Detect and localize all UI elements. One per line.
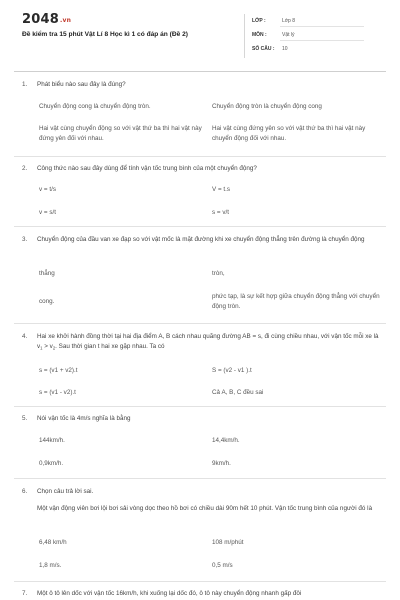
option-d[interactable]: 0,5 m/s xyxy=(212,562,233,569)
option-d[interactable]: 9km/h. xyxy=(212,460,231,467)
option-d[interactable]: Hai vật cùng đứng yên so với vật thứ ba thì hai vật này chuyển động đối với nhau. xyxy=(212,125,366,142)
site-logo[interactable]: 2048.vn xyxy=(22,12,72,27)
option-a[interactable]: thẳng xyxy=(39,270,55,277)
question-text: Nói vận tốc là 4m/s nghĩa là bằng xyxy=(37,415,131,422)
option-c[interactable]: v = s/t xyxy=(39,209,56,216)
option-c[interactable]: cong. xyxy=(39,298,55,305)
page-header xyxy=(0,0,400,66)
option-a[interactable]: Chuyển động cong là chuyển động tròn. xyxy=(39,103,151,110)
option-b[interactable]: V = t.s xyxy=(212,186,231,193)
option-c[interactable]: 1,8 m/s. xyxy=(39,562,62,569)
question-text: Hai xe khởi hành đồng thời tại hai địa điểm A, B cách nhau quãng đường AB = s, đi cùng chiều nhau, với vận tốc mỗi xe là $v_1 > v_2$. Sau thời gian t hai xe gặp nhau. Ta có xyxy=(37,333,379,351)
option-a[interactable]: 144km/h. xyxy=(39,437,65,444)
option-a[interactable]: s = (v1 + v2).t xyxy=(39,367,78,374)
option-a[interactable]: v = t/s xyxy=(39,186,56,193)
option-a[interactable]: 6,48 km/h xyxy=(39,539,67,546)
option-c[interactable]: Hai vật cùng chuyển động so với vật thứ ba thì hai vật này đứng yên đối với nhau. xyxy=(39,125,202,142)
option-b[interactable]: tròn, xyxy=(212,270,225,277)
option-b[interactable]: Chuyển động tròn là chuyển động cong xyxy=(212,103,322,110)
question-text: Chuyển động của đầu van xe đạp so với vật mốc là mặt đường khi xe chuyển động thẳng trên đường là chuyển động xyxy=(37,236,365,243)
meta-subject-value: Vật lý xyxy=(282,32,295,38)
meta-subject-label: MÔN : xyxy=(252,32,267,38)
meta-class-value: Lớp 8 xyxy=(282,18,296,24)
question-text: Một ô tô lên dốc với vận tốc 16km/h, khi xuống lại dốc đó, ô tô này chuyển động nhanh gấp đôi xyxy=(37,590,302,597)
option-c[interactable]: s = (v1 - v2).t xyxy=(39,389,76,396)
option-b[interactable]: S = (v2 - v1 ).t xyxy=(212,367,252,374)
header-divider xyxy=(244,14,245,58)
question-text: Chọn câu trả lời sai. xyxy=(37,488,94,495)
option-c[interactable]: 0,9km/h. xyxy=(39,460,64,467)
question-text: Phát biểu nào sau đây là đúng? xyxy=(37,81,126,88)
option-b[interactable]: 108 m/phút xyxy=(212,539,244,546)
header-separator xyxy=(14,71,386,72)
option-d[interactable]: phức tạp, là sự kết hợp giữa chuyển động thẳng với chuyển động tròn. xyxy=(212,293,380,310)
meta-count-label: SỐ CÂU : xyxy=(252,46,275,52)
question-text: Công thức nào sau đây dùng để tính vận tốc trung bình của một chuyển động? xyxy=(37,165,257,172)
option-b[interactable]: 14,4km/h. xyxy=(212,437,240,444)
question-body-text: Một vận động viên bơi lội bơi sải vòng dọc theo hồ bơi có chiều dài 90m hết 10 phút. Vận tốc trung bình của người đó là xyxy=(37,505,373,512)
option-d[interactable]: Cả A, B, C đều sai xyxy=(212,389,264,396)
option-d[interactable]: s = v/t xyxy=(212,209,229,216)
meta-count-value: 10 xyxy=(282,46,288,52)
page-title: Đề kiểm tra 15 phút Vật Lí 8 Học kì 1 có đáp án (Đề 2) xyxy=(22,31,188,38)
meta-class-label: LỚP : xyxy=(252,18,266,24)
